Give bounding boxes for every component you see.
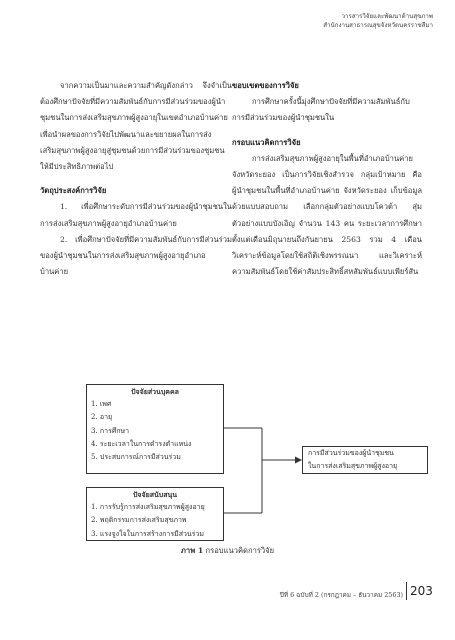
support-factors-title: ปัจจัยสนับสนุน xyxy=(132,490,178,499)
page-number: 203 xyxy=(406,582,433,600)
personal-item: 4. ระยะเวลาในการดำรงตำแหน่ง xyxy=(91,439,192,448)
support-item: 1. การรับรู้การส่งเสริมสุขภาพผู้สูงอายุ xyxy=(91,503,205,512)
caption-label: ภาพ 1 xyxy=(180,546,204,555)
support-factors-box xyxy=(86,487,224,541)
objective-1: 1. เพื่อศึกษาระดับการมีส่วนร่วมของผู้นำชุมชนในการส่งเสริมสุขภาพผู้สูงอายุอำเภอบ้านค่าย xyxy=(40,202,232,228)
personal-factors-title: ปัจจัยส่วนบุคคล xyxy=(131,387,179,396)
personal-item: 3. การศึกษา xyxy=(91,426,130,435)
outcome-box xyxy=(302,446,428,474)
objective-2: 2. เพื่อศึกษาปัจจัยที่มีความสัมพันธ์กับการมีส่วนร่วมของผู้นำชุมชนในการส่งเสริมสุขภาพผู้สูงอายุอำเภอบ้านค่าย xyxy=(40,234,232,277)
publisher-name: สำนักงานสาธารณสุขจังหวัดนครราชสีมา xyxy=(323,22,433,29)
framework-heading: กรอบแนวคิดการวิจัย xyxy=(232,137,301,147)
personal-item: 5. ประสบการณ์การมีส่วนร่วม xyxy=(91,453,181,462)
intro-paragraph: จากความเป็นมาและความสำคัญดังกล่าว จึงจำเป็นต้องศึกษาปัจจัยที่มีความสัมพันธ์กับการมีส่วนร่วมของผู้นำชุมชนในการส่งเสริมสุขภาพผู้สูงอายุในเขตอำเภอบ้านค่าย เพื่อนำผลของการวิจัยไปพัฒนาและขยายผลในการส่งเสริมสุขภาพผู้สูงอายุสู่ชุมชนด้วยการมีส่วนร่วมของชุมชนให้มีประสิทธิภาพต่อไป xyxy=(40,81,232,172)
support-item: 2. พฤติกรรมการส่งเสริมสุขภาพ xyxy=(91,516,187,525)
scope-heading: ขอบเขตของการวิจัย xyxy=(232,81,299,90)
caption-text: กรอบแนวคิดการวิจัย xyxy=(205,546,275,555)
framework-paragraph: การส่งเสริมสุขภาพผู้สูงอายุในพื้นที่อำเภอบ้านค่าย จังหวัดระยอง เป็นการวิจัยเชิงสำรวจ กลุ่มเป้าหมาย คือ ผู้นำชุมชนในพื้นที่อำเภอบ้านค่าย จังหวัดระยอง เก็บข้อมูลด้วยแบบสอบถาม เลือกกลุ่มตัวอย่างแบบโควต้า สุ่มตัวอย่างแบบบังเอิญ จำนวน 143 คน ระยะเวลาการศึกษาตั้งแต่เดือนมิถุนายนถึงกันยายน 2563 รวม 4 เดือน วิเคราะห์ข้อมูลโดยใช้สถิติเชิงพรรณนา และวิเคราะห์ความสัมพันธ์โดยใช้ค่าสัมประสิทธิ์สหสัมพันธ์แบบเพียร์สัน xyxy=(232,153,422,277)
figure-caption xyxy=(0,545,455,557)
scope-paragraph: การศึกษาครั้งนี้มุ่งศึกษาปัจจัยที่มีความสัมพันธ์กับการมีส่วนร่วมของผู้นำชุมชนใน xyxy=(232,97,410,123)
outcome-line: ในการส่งเสริมสุขภาพผู้สูงอายุ xyxy=(308,462,398,470)
journal-name: วารสารวิจัยและพัฒนาด้านสุขภาพ xyxy=(341,13,433,20)
arrow-head-icon xyxy=(295,457,302,464)
personal-item: 2. อายุ xyxy=(91,413,113,422)
support-item: 3. แรงจูงใจในการสร้างการมีส่วนร่วม xyxy=(91,529,204,538)
personal-item: 1. เพศ xyxy=(91,400,112,409)
personal-factors-box xyxy=(86,384,224,474)
objectives-heading: วัตถุประสงค์การวิจัย xyxy=(40,186,107,196)
issue-info: ปีที่ 6 ฉบับที่ 2 (กรกฎาคม – ธันวาคม 2563) xyxy=(279,591,403,599)
outcome-line: การมีส่วนร่วมของผู้นำชุมชน xyxy=(308,449,394,457)
